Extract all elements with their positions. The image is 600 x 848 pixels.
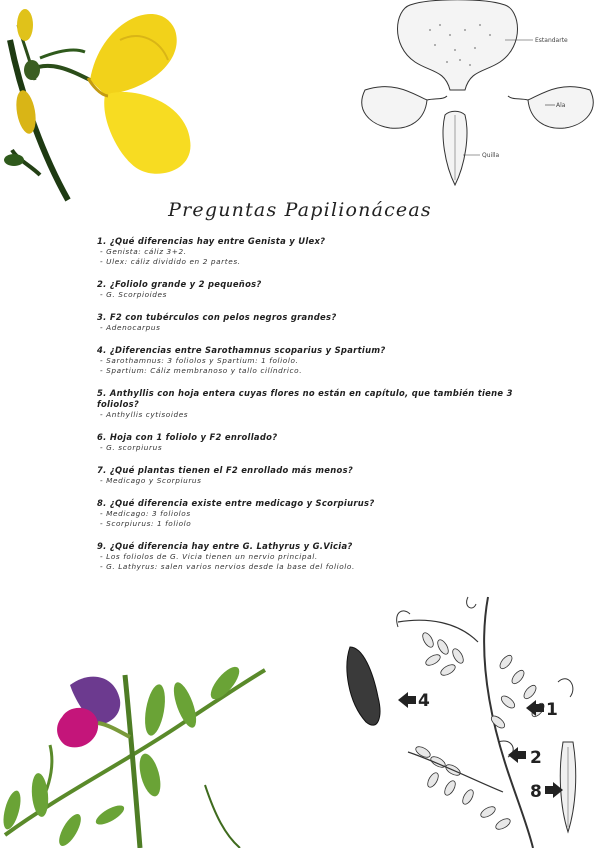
answer-text: - Anthyllis cytisoides <box>100 410 189 419</box>
purple-vicia-flower-photo <box>0 665 270 848</box>
question-block <box>97 236 517 267</box>
vicia-arrow-label: 1 <box>546 700 558 720</box>
answer-text: - Los foliolos de G. Vicia tienen un nervio principal. <box>100 552 318 561</box>
label-estandarte: Estandarte <box>535 37 568 44</box>
question-text: 9. ¿Qué diferencia hay entre G. Lathyrus y G.Vicia? <box>97 541 353 551</box>
question-list <box>97 236 517 584</box>
label-ala: Ala <box>556 102 566 109</box>
question-block <box>97 432 517 453</box>
question-block <box>97 388 517 420</box>
flower-structure-diagram <box>355 0 600 190</box>
answer-text: - Genista: cáliz 3+2. <box>100 247 187 256</box>
answer-text: - G. scorpiurus <box>100 443 163 452</box>
question-text: 4. ¿Diferencias entre Sarothamnus scoparius y Spartium? <box>97 345 386 355</box>
vicia-arrow-label: 4 <box>418 691 430 711</box>
answer-text: - Adenocarpus <box>100 323 161 332</box>
question-block <box>97 465 517 486</box>
question-block <box>97 345 517 376</box>
vicia-arrow-label: 2 <box>530 748 542 768</box>
answer-text: - Scorpiurus: 1 foliolo <box>100 519 192 528</box>
question-block <box>97 312 517 333</box>
question-block <box>97 541 517 572</box>
vicia-arrow-label: 8 <box>530 782 542 802</box>
answer-text: - Medicago y Scorpiurus <box>100 476 202 485</box>
answer-text: - Sarothamnus: 3 foliolos y Spartium: 1 foliolo. <box>100 356 299 365</box>
page-title: Preguntas Papilionáceas <box>168 199 432 221</box>
question-text: 6. Hoja con 1 foliolo y F2 enrollado? <box>97 432 278 442</box>
vicia-illustration <box>338 592 600 848</box>
question-text: 5. Anthyllis con hoja entera cuyas flores no están en capítulo, que también tiene 3 foliolos? <box>97 388 513 409</box>
answer-text: - Ulex: cáliz dividido en 2 partes. <box>100 257 241 266</box>
question-block <box>97 279 517 300</box>
yellow-broom-flower-photo <box>0 0 200 205</box>
answer-text: - Medicago: 3 foliolos <box>100 509 191 518</box>
label-quilla: Quilla <box>482 152 500 159</box>
question-text: 3. F2 con tubérculos con pelos negros grandes? <box>97 312 337 322</box>
question-text: 1. ¿Qué diferencias hay entre Genista y Ulex? <box>97 236 326 246</box>
question-text: 7. ¿Qué plantas tienen el F2 enrollado más menos? <box>97 465 354 475</box>
question-text: 8. ¿Qué diferencia existe entre medicago y Scorpiurus? <box>97 498 375 508</box>
answer-text: - Spartium: Cáliz membranoso y tallo cilíndrico. <box>100 366 303 375</box>
question-block <box>97 498 517 529</box>
answer-text: - G. Lathyrus: salen varios nervios desde la base del foliolo. <box>100 562 355 571</box>
answer-text: - G. Scorpioides <box>100 290 168 299</box>
question-text: 2. ¿Foliolo grande y 2 pequeños? <box>97 279 262 289</box>
